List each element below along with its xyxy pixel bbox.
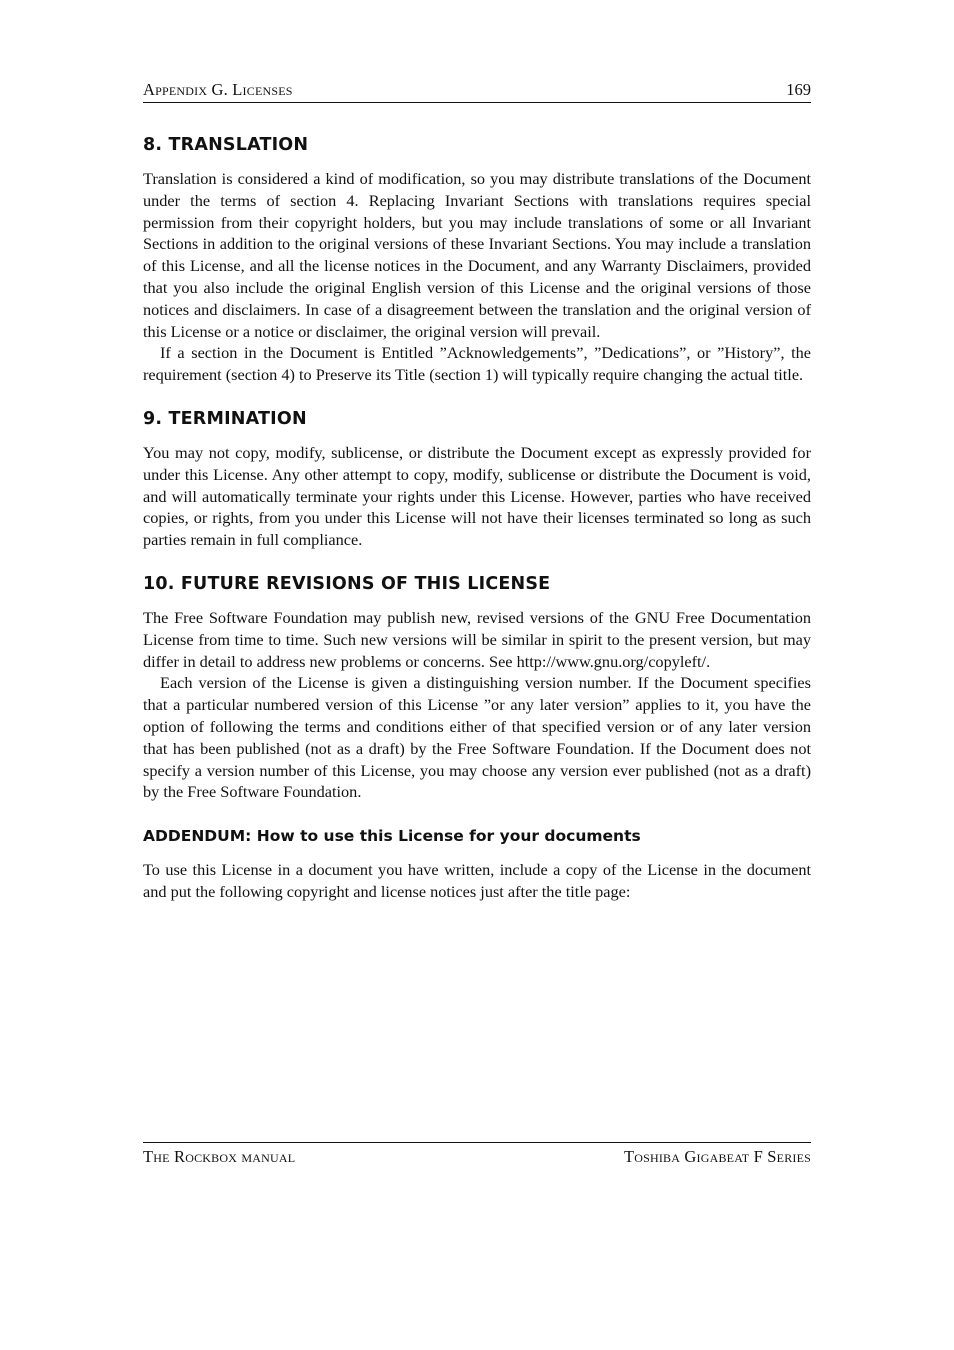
section-heading-future-revisions: 10. FUTURE REVISIONS OF THIS LICENSE (143, 573, 551, 594)
running-header (143, 80, 811, 103)
document-page (143, 80, 811, 903)
paragraph-future-revisions-2: Each version of the License is given a distinguishing version number. If the Document specifies that a particular numbered version of this License ”or any later version” applies to it, you have the option of following the terms and conditions either of that specified version or of any later version that has been published (not as a draft) by the Free Software Foundation. If the Document does not specify a version number of this License, you may choose any version ever published (not as a draft) by the Free Software Foundation. (143, 673, 811, 802)
running-footer (143, 1142, 811, 1167)
chapter-title: Appendix G. Licenses (143, 80, 293, 99)
paragraph-translation-1: Translation is considered a kind of modification, so you may distribute translations of the Document under the terms of section 4. Replacing Invariant Sections with translations requires special permission from their copyright holders, but you may include translations of some or all Invariant Sections in addition to the original versions of these Invariant Sections. You may include a translation of this License, and all the license notices in the Document, and any Warranty Disclaimers, provided that you also include the original English version of this License and the original versions of those notices and disclaimers. In case of a disagreement between the translation and the original version of this License or a notice or disclaimer, the original version will prevail. (143, 169, 811, 341)
paragraph-addendum-1: To use this License in a document you have written, include a copy of the License in the document and put the following copyright and license notices just after the title page: (143, 860, 811, 901)
paragraph-translation-2: If a section in the Document is Entitled ”Acknowledgements”, ”Dedications”, or ”History”, the requirement (section 4) to Preserve its Title (section 1) will typically require changing the actual title. (143, 343, 811, 385)
section-heading-termination: 9. TERMINATION (143, 408, 307, 429)
footer-device-name: Toshiba Gigabeat F Series (623, 1147, 811, 1166)
paragraph-termination-1: You may not copy, modify, sublicense, or distribute the Document except as expressly provided for under this License. Any other attempt to copy, modify, sublicense or distribute the Document is void, and will automatically terminate your rights under this License. However, parties who have received copies, or rights, from you under this License will not have their licenses terminated so long as such parties remain in full compliance. (143, 442, 811, 550)
section-heading-translation: 8. TRANSLATION (143, 135, 309, 155)
page-number: 169 (786, 80, 811, 99)
footer-manual-title: The Rockbox manual (143, 1147, 296, 1166)
section-heading-addendum: ADDENDUM: How to use this License for your documents (143, 827, 641, 846)
paragraph-future-revisions-1: The Free Software Foundation may publish new, revised versions of the GNU Free Documentation License from time to time. Such new versions will be similar in spirit to the present version, but may differ in detail to address new problems or concerns. See http://www.gnu.org/copyleft/. (143, 607, 811, 671)
